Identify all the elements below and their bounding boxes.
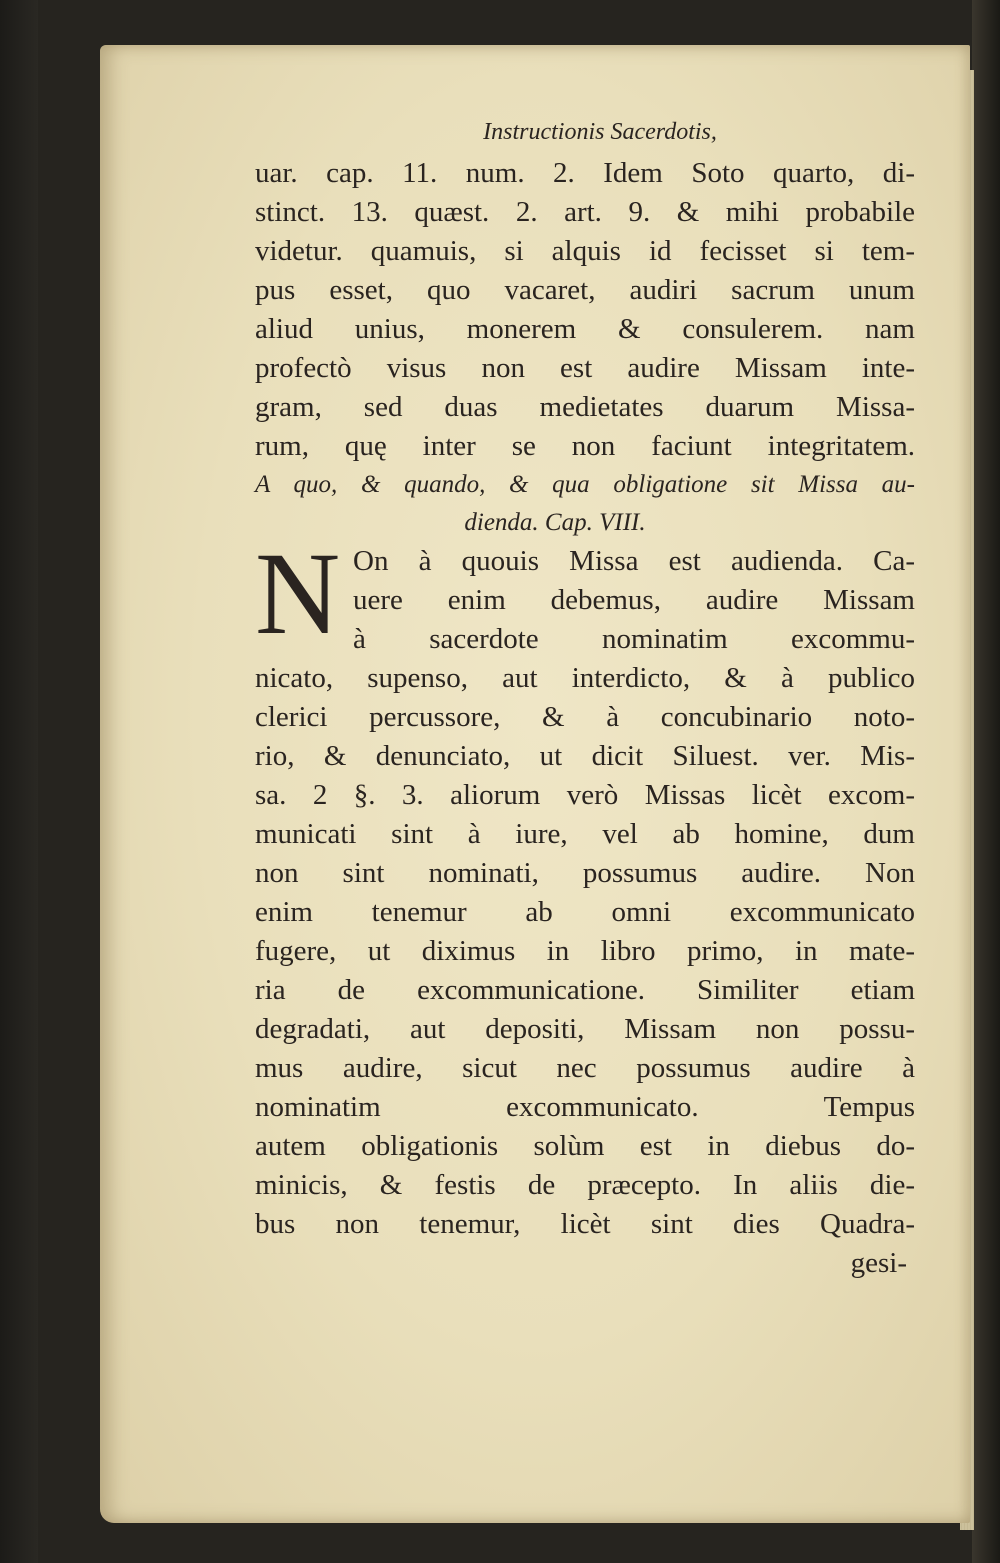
text-line: videtur. quamuis, si alquis id fecisset si tem- — [255, 235, 915, 267]
text-line: fugere, ut diximus in libro primo, in mate- — [255, 935, 915, 967]
running-head: Instructionis Sacerdotis, — [483, 119, 717, 145]
text-line: minicis, & festis de præcepto. In aliis die- — [255, 1169, 915, 1201]
page-text — [255, 110, 915, 1283]
text-line: municati sint à iure, vel ab homine, dum — [255, 818, 915, 850]
text-line: uar. cap. 11. num. 2. Idem Soto quarto, di- — [255, 157, 915, 189]
text-line: On à quouis Missa est audienda. Ca- — [353, 545, 915, 577]
text-line: aliud unius, monerem & consulerem. nam — [255, 313, 915, 345]
chapter-heading-line: dienda. Cap. VIII. — [464, 509, 646, 536]
text-line: sa. 2 §. 3. aliorum verò Missas licèt excom- — [255, 779, 915, 811]
text-line: nominatim excommunicato. Tempus — [255, 1091, 915, 1123]
text-line: clerici percussore, & à concubinario noto- — [255, 701, 915, 733]
chapter-heading-line: A quo, & quando, & qua obligatione sit Missa au- — [255, 471, 915, 498]
text-line: degradati, aut depositi, Missam non possu- — [255, 1013, 915, 1045]
text-line: mus audire, sicut nec possumus audire à — [255, 1052, 915, 1084]
paragraph-1 — [255, 154, 915, 466]
text-line: ria de excommunicatione. Similiter etiam — [255, 974, 915, 1006]
text-line: stinct. 13. quæst. 2. art. 9. & mihi probabile — [255, 196, 915, 228]
book-cover-right — [972, 0, 1000, 1563]
text-line: autem obligationis solùm est in diebus do- — [255, 1130, 915, 1162]
text-line: profectò visus non est audire Missam inte- — [255, 352, 915, 384]
text-line: rio, & denunciato, ut dicit Siluest. ver. Mis- — [255, 740, 915, 772]
text-line: rum, quę inter se non faciunt integritatem. — [255, 430, 915, 462]
text-line: pus esset, quo vacaret, audiri sacrum unum — [255, 274, 915, 306]
catchword: gesi- — [850, 1247, 907, 1279]
text-line: uere enim debemus, audire Missam — [353, 584, 915, 616]
text-line: gram, sed duas medietates duarum Missa- — [255, 391, 915, 423]
text-line: bus non tenemur, licèt sint dies Quadra- — [255, 1208, 915, 1240]
chapter-heading — [255, 466, 915, 542]
text-line: à sacerdote nominatim excommu- — [353, 623, 915, 655]
book-cover-left — [0, 0, 38, 1563]
paragraph-2 — [255, 528, 915, 1244]
text-line: nicato, supenso, aut interdicto, & à publico — [255, 662, 915, 694]
text-line: enim tenemur ab omni excommunicato — [255, 896, 915, 928]
drop-cap-initial: N — [255, 528, 341, 659]
text-line: non sint nominati, possumus audire. Non — [255, 857, 915, 889]
